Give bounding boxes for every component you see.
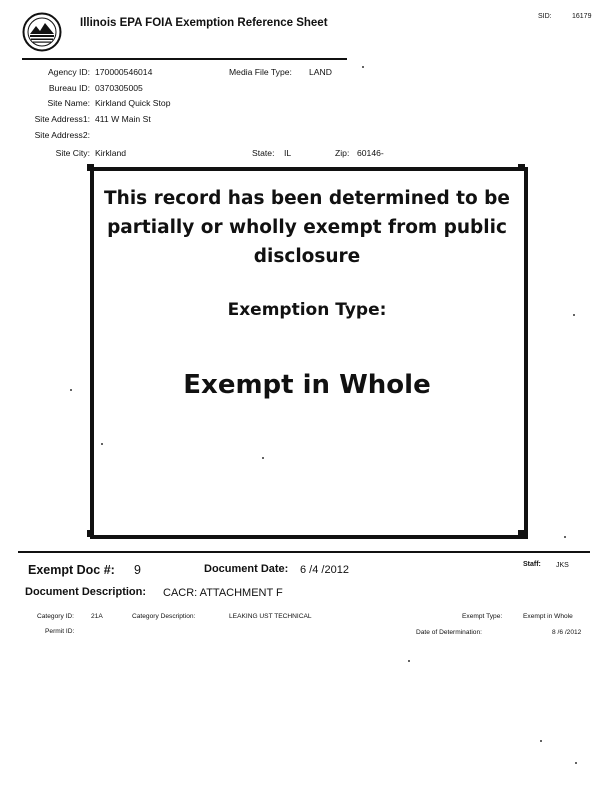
zip-label: Zip:	[335, 148, 350, 158]
staff-label: Staff:	[523, 561, 541, 568]
site-name-value: Kirkland Quick Stop	[95, 98, 171, 108]
page-title: Illinois EPA FOIA Exemption Reference Sheet	[80, 17, 328, 29]
section-divider	[18, 551, 590, 553]
scan-speck	[70, 389, 72, 391]
bureau-id-label: Bureau ID:	[48, 83, 90, 93]
date-of-determination-label: Date of Determination:	[416, 629, 482, 636]
scan-speck	[262, 457, 264, 459]
category-description-label: Category Description:	[132, 613, 196, 620]
agency-id-label: Agency ID:	[47, 67, 90, 77]
date-of-determination-value: 8 /6 /2012	[552, 629, 582, 636]
document-description-value: CACR: ATTACHMENT F	[163, 587, 283, 599]
state-value: IL	[284, 148, 292, 158]
scan-speck	[362, 66, 364, 68]
category-id-value: 21A	[91, 613, 103, 620]
site-city-value: Kirkland	[95, 148, 127, 158]
header-divider	[22, 58, 347, 60]
staff-value: JKS	[556, 562, 569, 569]
sid-value: 16179	[572, 13, 592, 20]
exemption-type-value: Exempt in Whole	[183, 370, 431, 400]
media-file-type-value: LAND	[309, 67, 332, 77]
exempt-type-value: Exempt in Whole	[523, 613, 573, 620]
document-description-label: Document Description:	[25, 586, 147, 598]
exempt-type-label: Exempt Type:	[462, 613, 503, 620]
scan-speck	[564, 536, 566, 538]
state-label: State:	[252, 148, 275, 158]
scan-speck	[573, 314, 575, 316]
illinois-epa-seal-icon	[22, 12, 62, 52]
exemption-type-label: Exemption Type:	[227, 300, 387, 320]
media-file-type-label: Media File Type:	[229, 67, 292, 77]
zip-value: 60146-	[357, 148, 384, 158]
bureau-id-value: 0370305005	[95, 83, 143, 93]
scan-speck	[540, 740, 542, 742]
permit-id-label: Permit ID:	[45, 628, 75, 635]
category-id-label: Category ID:	[37, 613, 75, 620]
site-address1-value: 411 W Main St	[95, 114, 151, 124]
document-date-value: 6 /4 /2012	[300, 564, 349, 576]
box-corner-top-right	[518, 164, 525, 171]
exempt-doc-value: 9	[134, 563, 141, 577]
site-address1-label: Site Address1:	[34, 114, 90, 124]
site-name-label: Site Name:	[47, 98, 90, 108]
site-address2-label: Site Address2:	[34, 130, 90, 140]
box-corner-bottom-left	[87, 530, 94, 537]
scan-speck	[408, 660, 410, 662]
sid-label: SID:	[538, 13, 552, 20]
site-city-label: Site City:	[55, 148, 90, 158]
scan-speck	[101, 443, 103, 445]
document-date-label: Document Date:	[204, 563, 289, 575]
category-description-value: LEAKING UST TECHNICAL	[229, 613, 312, 620]
exempt-doc-label: Exempt Doc #:	[28, 563, 115, 577]
exemption-notice-text: This record has been determined to be partially or wholly exempt from public disclosure	[104, 188, 510, 267]
box-corner-bottom-right	[518, 530, 525, 537]
scan-speck	[575, 762, 577, 764]
box-corner-top-left	[87, 164, 94, 171]
agency-id-value: 170000546014	[95, 67, 153, 77]
